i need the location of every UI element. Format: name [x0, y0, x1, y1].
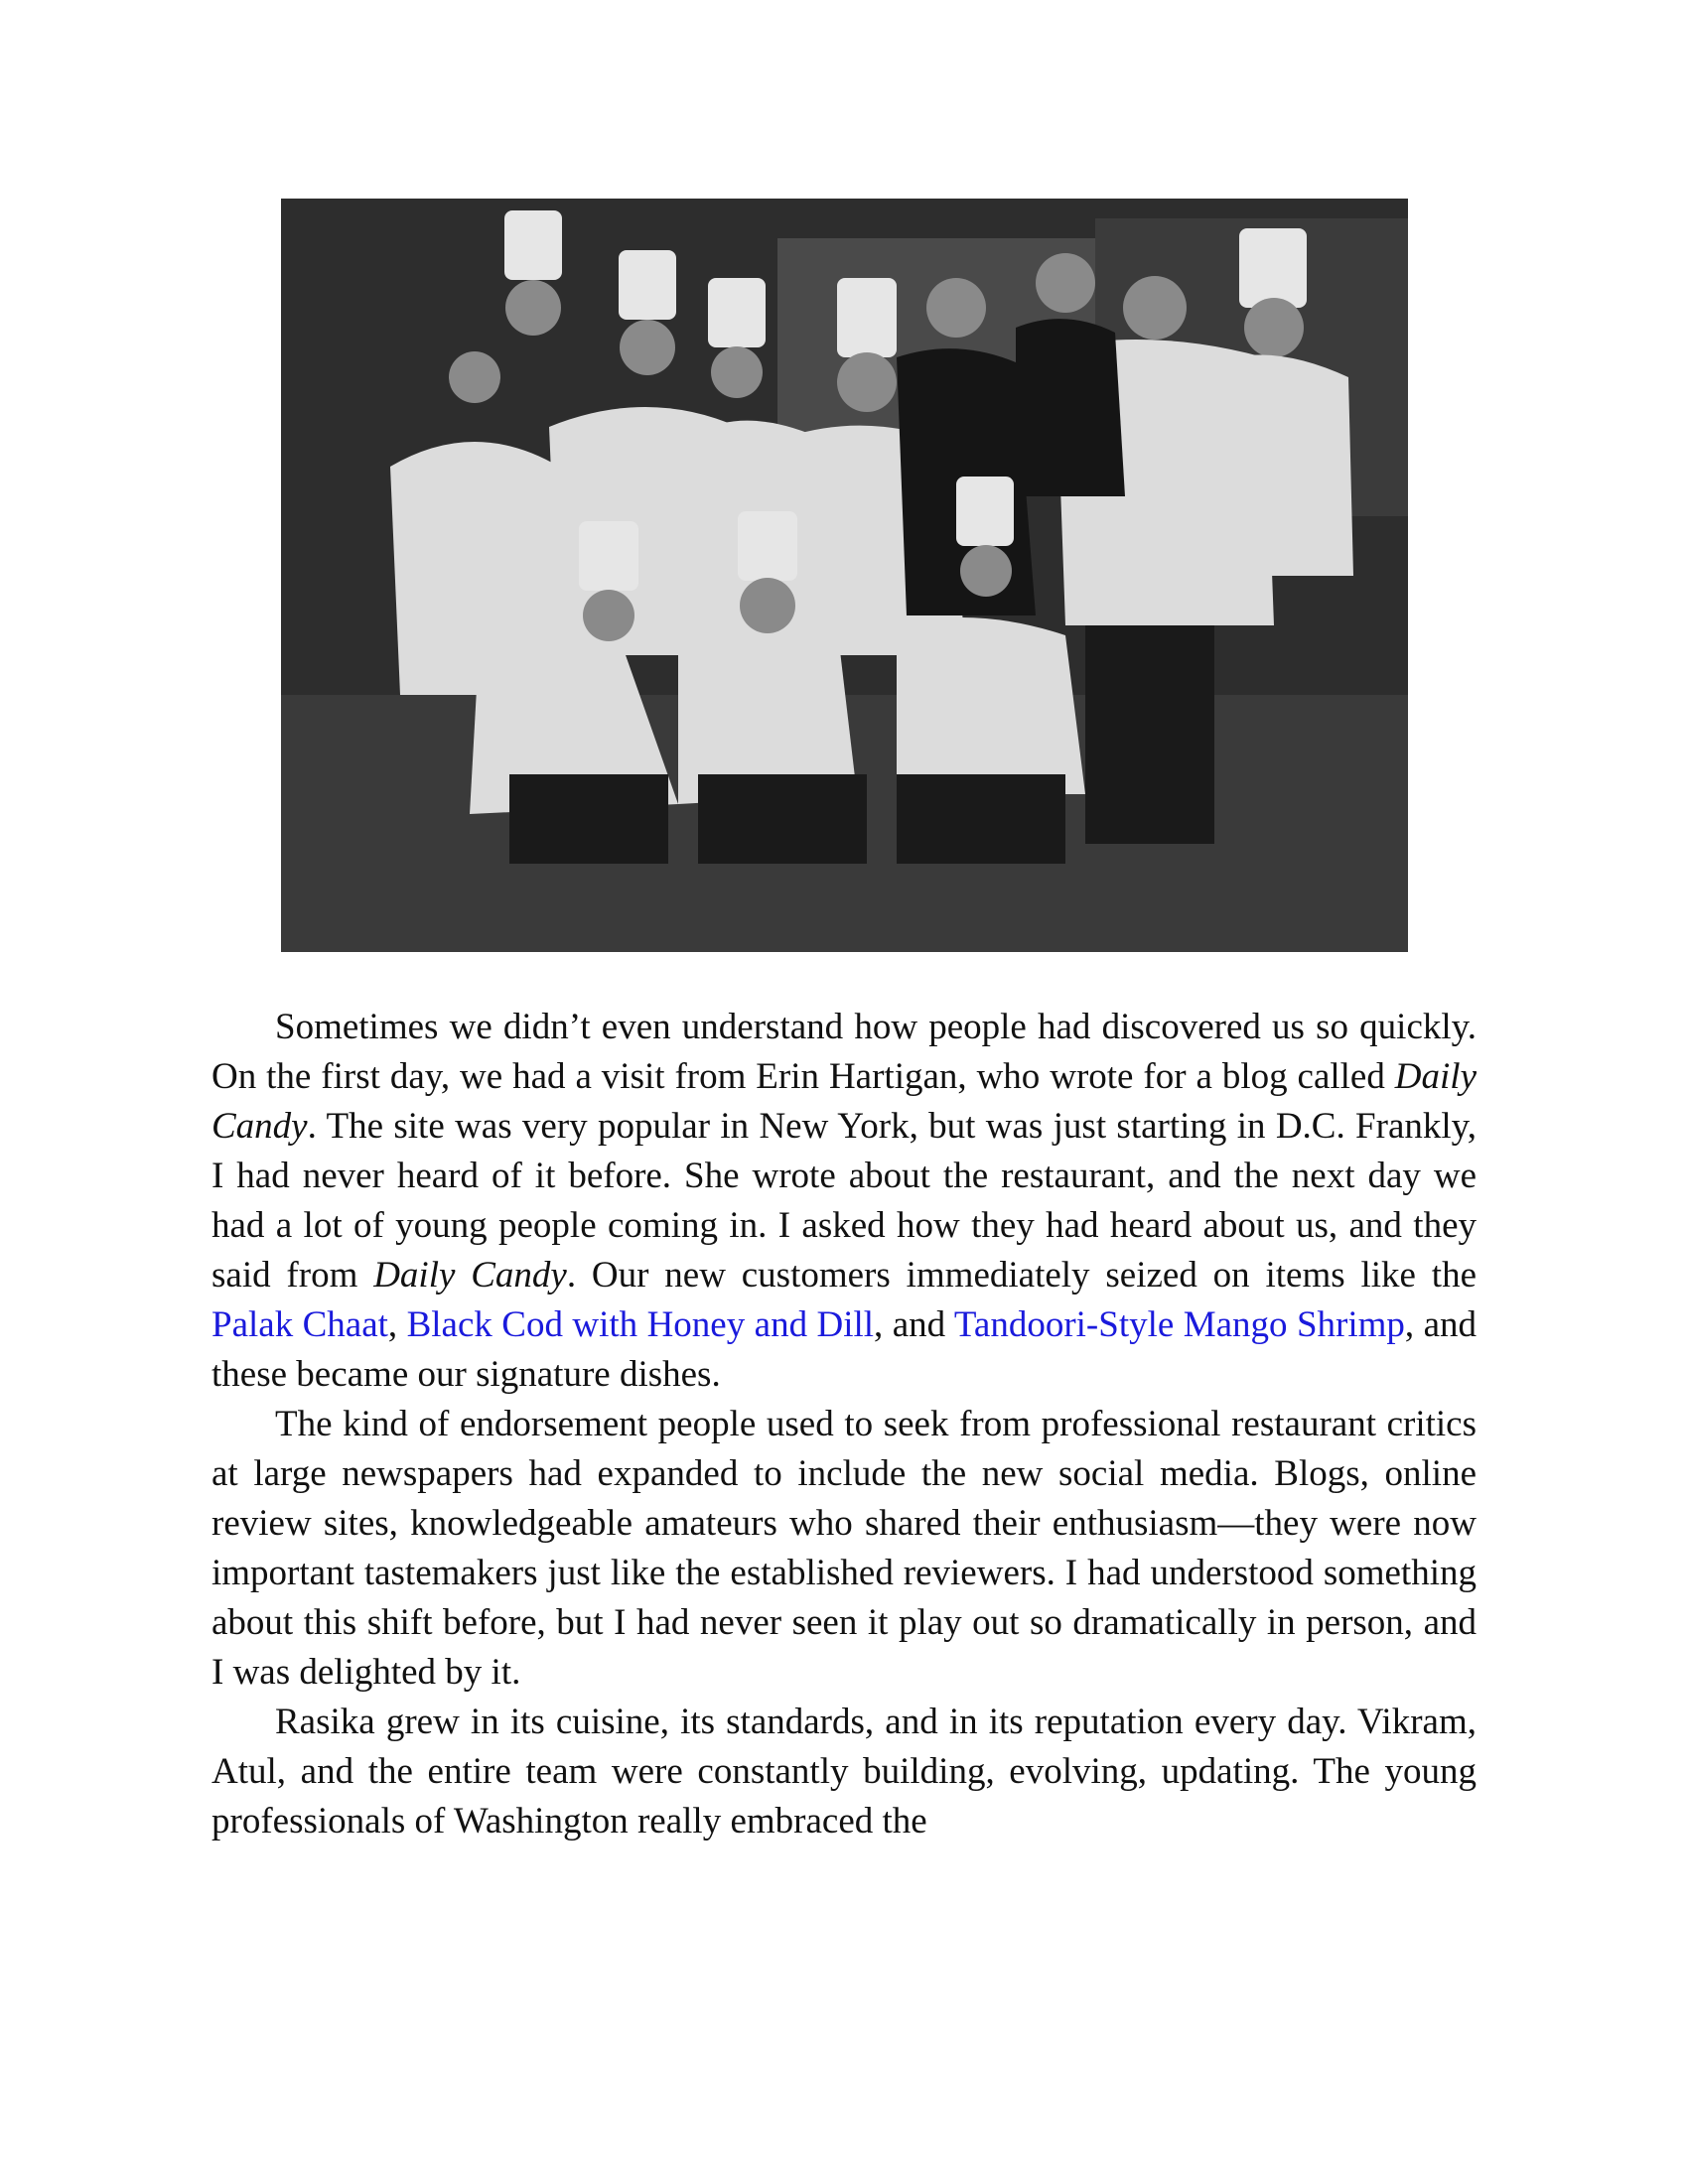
text-segment: . Our new customers immediately seized on items like the: [566, 1255, 1477, 1296]
text-segment: The kind of endorsement people used to seek from professional restaurant critics at large newspapers had expanded to include the new social media. Blogs, online review sites, knowledgeable amateurs who shared their enthusiasm—they were now important tastemakers just like the established reviewers. I had understood something about this shift before, but I had never seen it play out so dramatically in person, and I was delighted by it.: [211, 1404, 1477, 1693]
text-segment: ,: [387, 1304, 407, 1345]
body-text: [211, 1003, 1477, 1846]
text-segment: Rasika grew in its cuisine, its standards, and in its reputation every day. Vikram, Atul, and the entire team were constantly building, evolving, updating. The young professionals of Washington really embraced the: [211, 1702, 1477, 1842]
text-segment: , and: [874, 1304, 954, 1345]
group-photo-chefs-icon: [281, 199, 1408, 952]
text-segment: Sometimes we didn’t even understand how people had discovered us so quickly. On the first day, we had a visit from Erin Hartigan, who wrote for a blog called: [211, 1007, 1477, 1097]
recipe-link-black-cod[interactable]: Black Cod with Honey and Dill: [406, 1304, 875, 1345]
publication-title: Daily Candy: [211, 1056, 1477, 1147]
recipe-link-mango-shrimp[interactable]: Tandoori-Style Mango Shrimp: [953, 1304, 1405, 1345]
text-segment: . The site was very popular in New York, but was just starting in D.C. Frankly, I had never heard of it before. She wrote about the restaurant, and the next day we had a lot of young people coming in. I asked how they had heard about us, and they said from: [211, 1106, 1477, 1296]
paragraph-3: [211, 1698, 1477, 1846]
paragraph-2: [211, 1400, 1477, 1698]
paragraph-1: [211, 1003, 1477, 1400]
text-segment: , and these became our signature dishes.: [211, 1304, 1477, 1395]
publication-title: Daily Candy: [373, 1255, 567, 1296]
group-photo: [281, 199, 1408, 952]
recipe-link-palak-chaat[interactable]: Palak Chaat: [211, 1304, 388, 1345]
